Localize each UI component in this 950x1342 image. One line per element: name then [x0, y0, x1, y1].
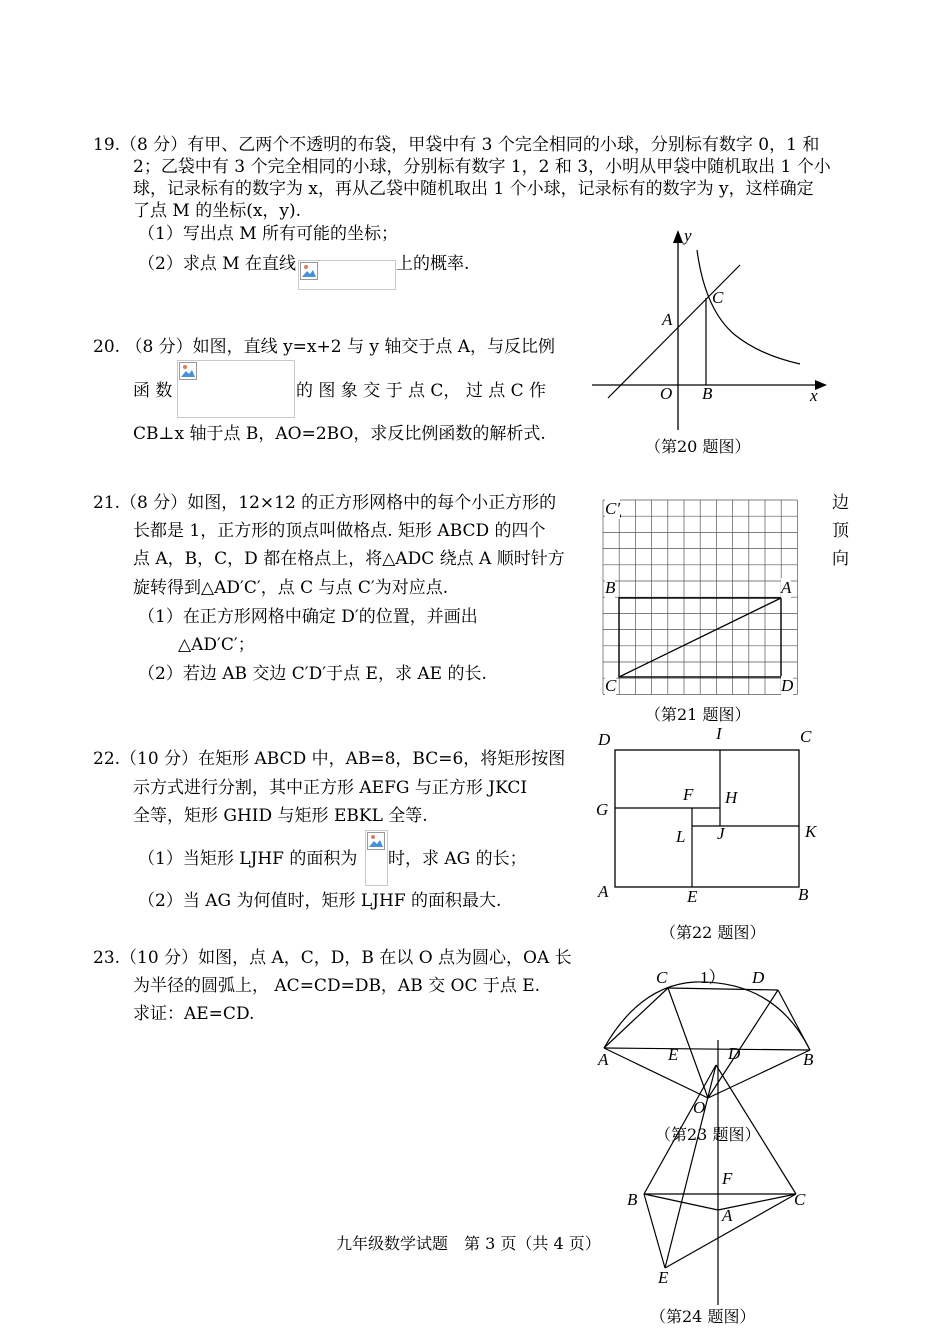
q21-label-c: C	[605, 676, 617, 695]
q22-line-1: 22.（10 分）在矩形 ABCD 中，AB=8，BC=6，将矩形按图	[93, 749, 566, 769]
segment-db	[778, 990, 810, 1050]
q23-caption: （第23 题图）	[655, 1125, 761, 1144]
q23-label-c: C	[656, 968, 668, 987]
q24-caption: （第24 题图）	[650, 1307, 756, 1326]
q22-label-l: L	[676, 827, 686, 846]
q21-line-4: 旋转得到△AD′C′，点 C 与点 C′为对应点.	[133, 578, 449, 598]
q24-label-b: B	[627, 1190, 638, 1209]
q21-label-a: A	[781, 578, 792, 597]
q19-line-3: 球，记录标有的数字为 x，再从乙袋中随机取出 1 个小球，记录标有的数字为 y，这样确定	[133, 179, 814, 199]
q22-label-e: E	[687, 887, 698, 906]
q22-label-k: K	[805, 822, 817, 841]
q23-label-o: O	[693, 1098, 706, 1117]
q21-side-2: 顶	[832, 521, 849, 541]
q23-label-d: D	[752, 968, 765, 987]
q20-label-a: A	[662, 310, 673, 329]
q21-line-1: 21.（8 分）如图，12×12 的正方形网格中的每个小正方形的	[93, 493, 557, 513]
q22-label-h: H	[725, 788, 738, 807]
q22-label-a: A	[598, 882, 609, 901]
q22-caption: （第22 题图）	[660, 923, 766, 942]
q23-label-d2: D	[728, 1044, 741, 1063]
q19-line-1: 19.（8 分）有甲、乙两个不透明的布袋，甲袋中有 3 个完全相同的小球，分别标有数字 0，1 和	[93, 135, 820, 155]
q19-part-2a: （2）求点 M 在直线	[138, 254, 297, 274]
q22-label-f: F	[683, 785, 694, 804]
q20-caption: （第20 题图）	[645, 437, 751, 456]
q23-label-e: E	[668, 1045, 679, 1064]
q22-label-g: G	[596, 800, 609, 819]
q22-part-1b: 时，求 AG 的长；	[388, 849, 527, 869]
q22-label-c: C	[800, 727, 812, 746]
q21-side-1: 边	[832, 493, 849, 513]
q24-label-e: E	[658, 1268, 669, 1287]
q21-line-2: 长都是 1，正方形的顶点叫做格点. 矩形 ABCD 的四个	[133, 521, 546, 541]
segment-cd	[668, 988, 778, 990]
q22-label-i: I	[716, 724, 722, 743]
q20-label-y: y	[684, 226, 692, 245]
q23-label-b: B	[803, 1050, 814, 1069]
q20-line-1: 20. （8 分）如图，直线 y=x+2 与 y 轴交于点 A，与反比例	[93, 337, 556, 357]
q22-label-b: B	[798, 885, 809, 904]
q21-label-d: D	[781, 676, 794, 695]
q24-label-a: A	[722, 1206, 733, 1225]
q23-line-1: 23.（10 分）如图，点 A，C，D，B 在以 O 点为圆心，OA 长	[93, 948, 572, 968]
q22-line-3: 全等，矩形 GHID 与矩形 EBKL 全等.	[133, 806, 428, 826]
q20-label-x: x	[810, 386, 818, 405]
q24-label-f: F	[722, 1169, 733, 1188]
q20-label-c: C	[712, 288, 724, 307]
segment-e-apex	[665, 1065, 716, 1268]
q21-part-2: （2）若边 AB 交边 C′D′于点 E，求 AE 的长.	[138, 664, 487, 684]
q21-label-c-prime: C′	[605, 499, 621, 518]
q19-part-2b: 上的概率.	[396, 254, 470, 274]
q22-label-d: D	[598, 730, 611, 749]
segment-ac	[604, 988, 668, 1048]
q23-line-3: 求证：AE=CD.	[133, 1004, 255, 1024]
q21-caption: （第21 题图）	[645, 705, 751, 724]
q20-line-2a: 函 数	[133, 381, 173, 401]
segment-be	[644, 1194, 665, 1268]
q20-label-o: O	[660, 384, 673, 403]
q21-label-b: B	[605, 578, 616, 597]
q22-part-1a: （1）当矩形 LJHF 的面积为	[138, 849, 358, 869]
q22-part-2: （2）当 AG 为何值时，矩形 LJHF 的面积最大.	[138, 891, 502, 911]
q21-part-1b: △AD′C′；	[178, 635, 255, 655]
q21-part-1a: （1）在正方形网格中确定 D′的位置，并画出	[138, 607, 478, 627]
q19-part-1: （1）写出点 M 所有可能的坐标；	[138, 224, 399, 244]
q23-label-one: 1）	[700, 968, 726, 987]
q20-line-2b: 的 图 象 交 于 点 C， 过 点 C 作	[296, 381, 547, 401]
q22-label-j: J	[717, 824, 725, 843]
q24-label-c: C	[794, 1190, 806, 1209]
q21-line-3: 点 A，B，C，D 都在格点上，将△ADC 绕点 A 顺时针方	[133, 549, 565, 569]
q22-line-2: 示方式进行分割，其中正方形 AEFG 与正方形 JKCI	[133, 778, 528, 798]
q20-line-3: CB⊥x 轴于点 B，AO=2BO，求反比例函数的解析式.	[133, 424, 546, 444]
page-footer: 九年级数学试题 第 3 页（共 4 页）	[336, 1234, 601, 1253]
segment-ab	[604, 1048, 810, 1050]
q23-label-a: A	[598, 1050, 609, 1069]
q21-side-3: 向	[832, 549, 849, 569]
q19-line-4: 了点 M 的坐标(x，y).	[133, 201, 302, 221]
q19-line-2: 2；乙袋中有 3 个完全相同的小球，分别标有数字 1，2 和 3，小明从甲袋中随机取出 1 个小	[133, 157, 831, 177]
q23-line-2: 为半径的圆弧上， AC=CD=DB，AB 交 OC 于点 E.	[133, 976, 541, 996]
q20-label-b: B	[702, 384, 713, 403]
